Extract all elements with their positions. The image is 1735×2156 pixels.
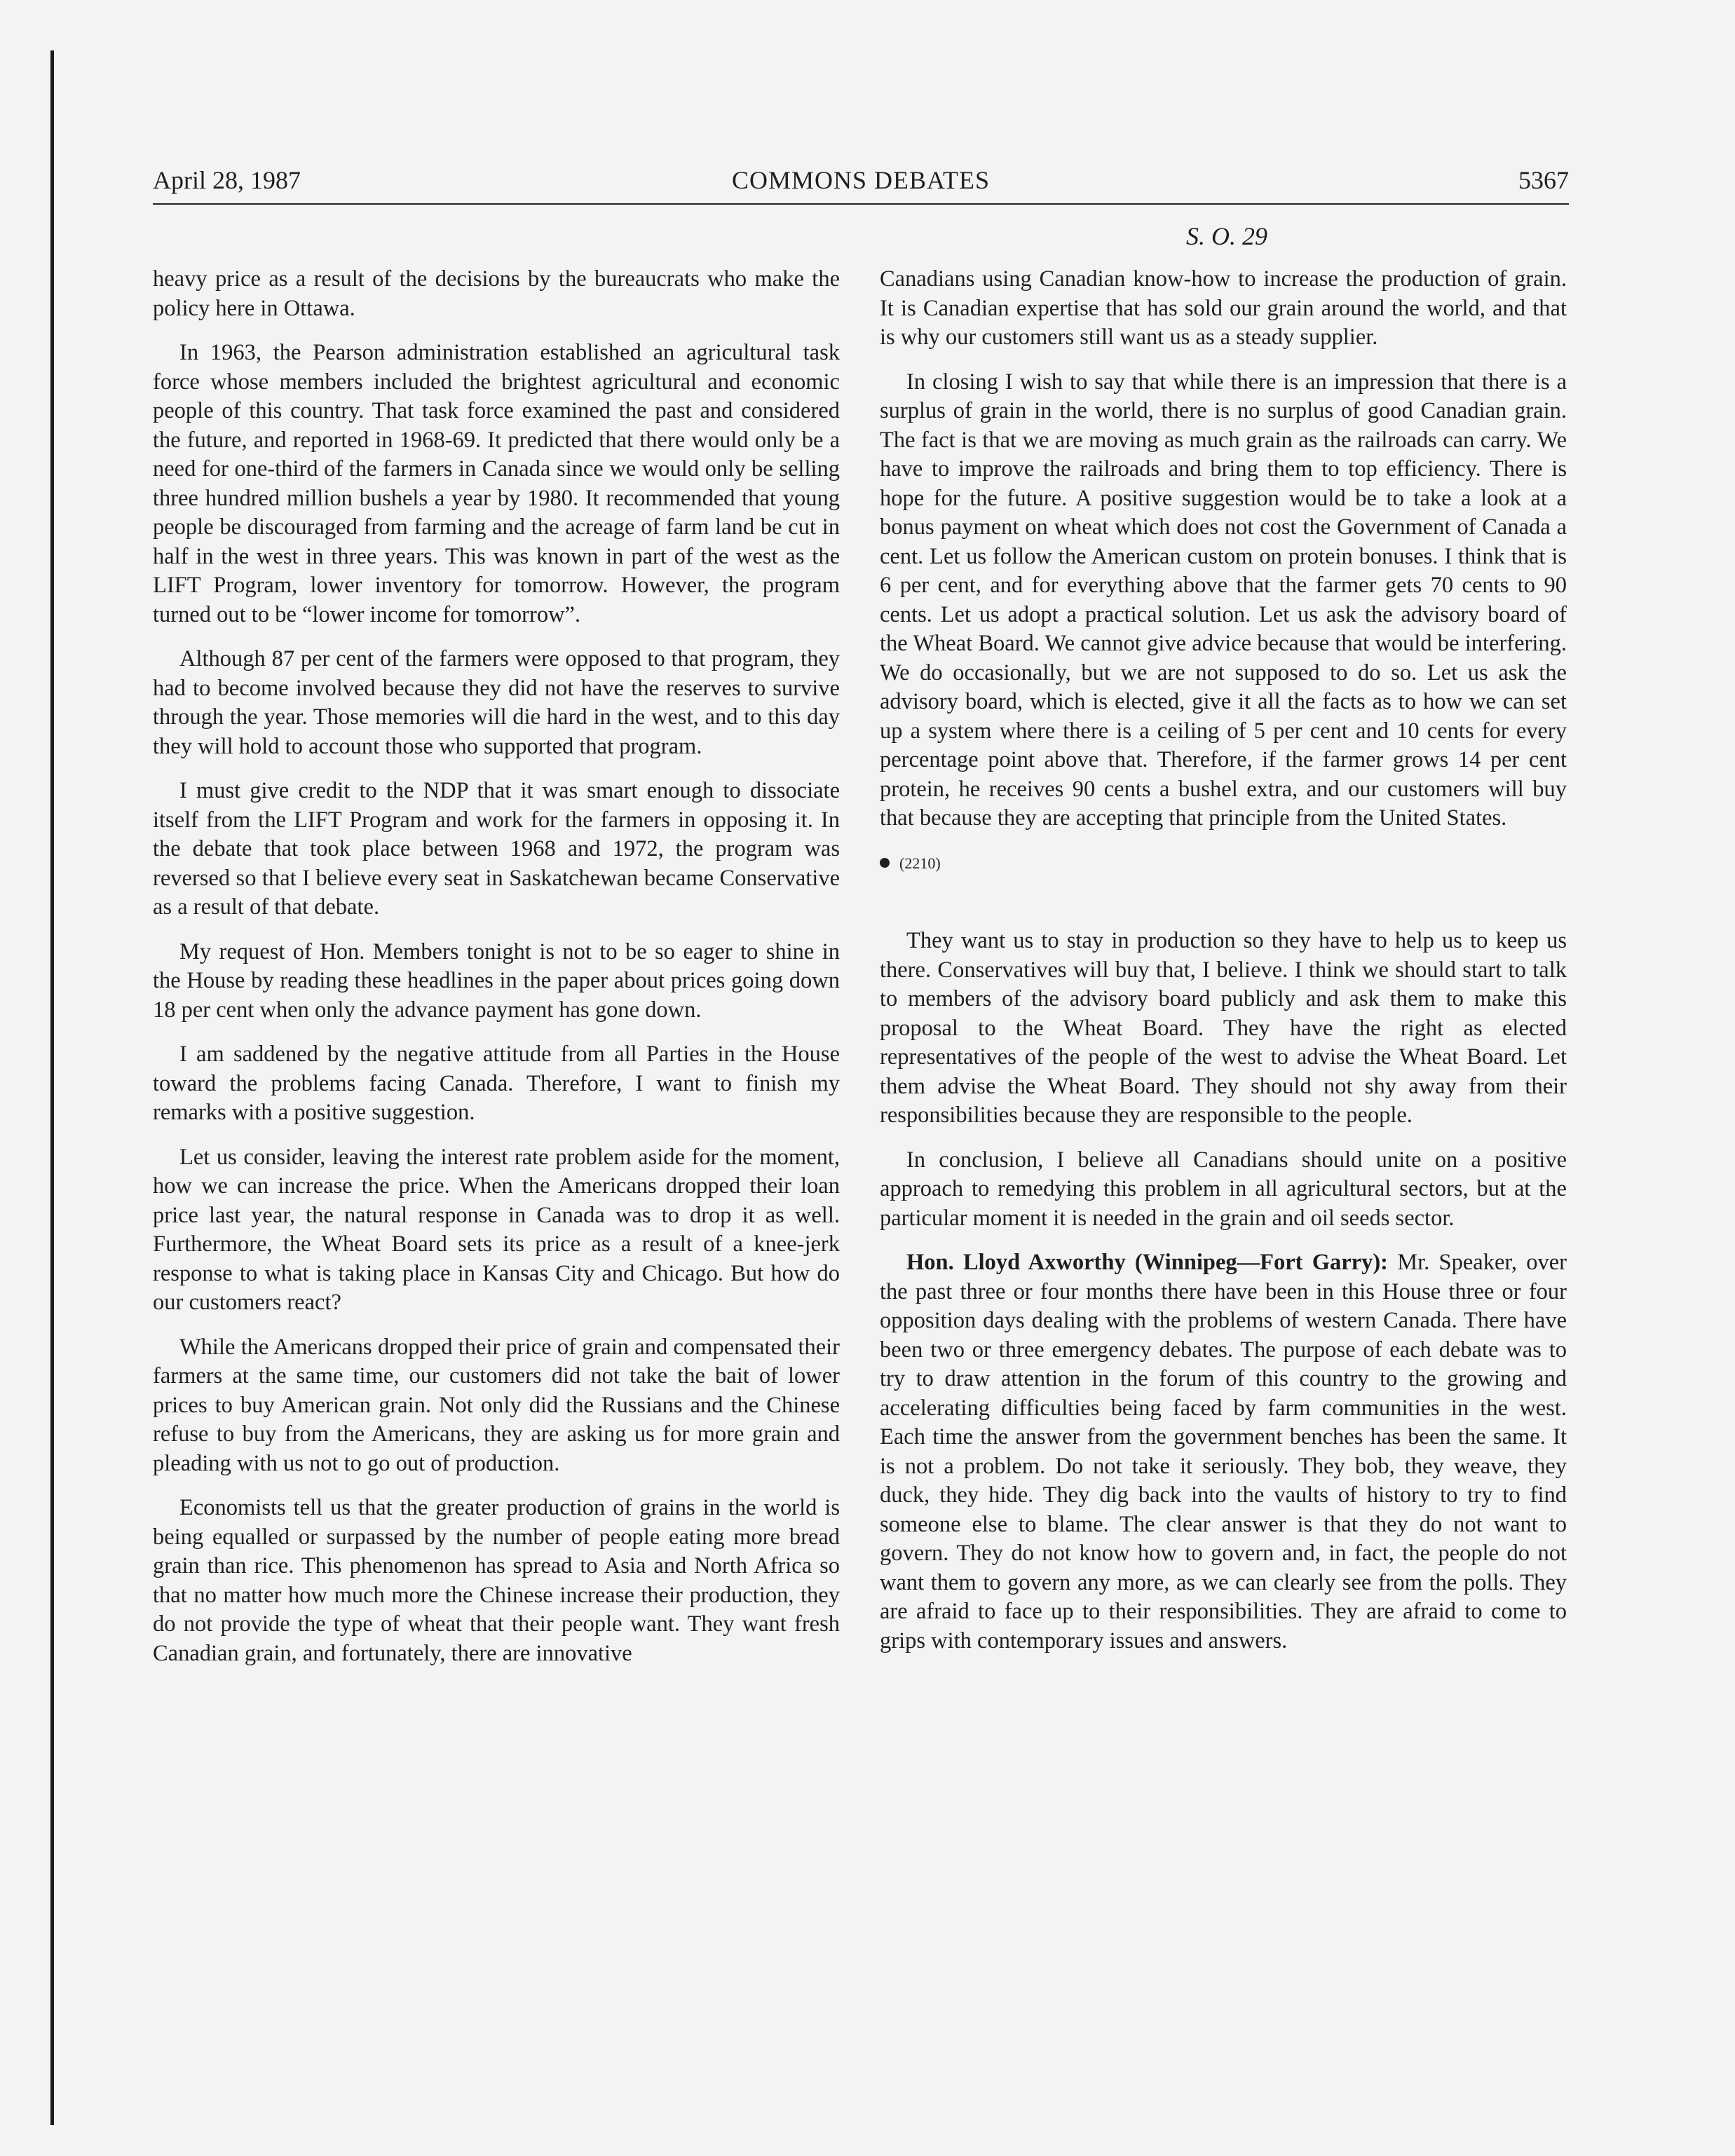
paragraph: heavy price as a result of the decisions by the bureaucrats who make the policy here in Ottawa. bbox=[153, 266, 840, 321]
binding-edge bbox=[50, 50, 54, 2125]
section-label: S. O. 29 bbox=[1186, 222, 1267, 250]
paragraph: In conclusion, I believe all Canadians should unite on a positive approach to remedying this problem in all agricultural sectors, but at the particular moment it is needed in the grain and oil seeds sector. bbox=[880, 1147, 1567, 1231]
header-rule bbox=[153, 203, 1569, 205]
speaker-name: Hon. Lloyd Axworthy (Winnipeg—Fort Garry): bbox=[906, 1250, 1388, 1275]
bullet-icon bbox=[880, 858, 890, 868]
speech-paragraph bbox=[880, 1248, 1567, 1656]
paragraph: My request of Hon. Members tonight is not to be so eager to shine in the House by reading these headlines in the paper about prices going down 18 per cent when only the advance payment has gone down. bbox=[153, 939, 840, 1023]
paragraph: Let us consider, leaving the interest rate problem aside for the moment, how we can increase the price. When the Americans dropped their loan price last year, the natural response in Canada was to drop it as well. Furthermore, the Wheat Board sets its price as a result of a knee-jerk response to what is taking place in Kansas City and Chicago. But how do our customers react? bbox=[153, 1144, 840, 1315]
speech-text: Mr. Speaker, over the past three or four months there have been in this House three or four opposition days dealing with the problems of western Canada. There have been two or three emergency debates. The purpose of each debate was to try to draw attention in the forum of this country to the growing and accelerating difficulties being faced by farm communities in the west. Each time the answer from the government benches has been the same. It is not a problem. Do not take it seriously. They bob, they weave, they duck, they hide. They dig back into the vaults of history to try to find someone else to blame. The clear answer is that they do not want to govern. They do not know how to govern and, in fact, the people do not want them to govern any more, as we can clearly see from the polls. They are afraid to face up to their responsibilities. They are afraid to come to grips with contemporary issues and answers. bbox=[880, 1250, 1567, 1653]
time-marker bbox=[880, 849, 1567, 878]
page-number: 5367 bbox=[1518, 166, 1569, 194]
right-column bbox=[880, 265, 1567, 1671]
header-date: April 28, 1987 bbox=[153, 166, 301, 194]
paragraph: In 1963, the Pearson administration established an agricultural task force whose members included the brightest agricultural and economic people of this country. That task force examined the past and considered the future, and reported in 1968-69. It predicted that there would only be a need for one-third of the farmers in Canada since we would only be selling three hundred million bushels a year by 1980. It recommended that young people be discouraged from farming and the acreage of farm land be cut in half in the west in three years. This was known in part of the west as the LIFT Program, lower inventory for tomorrow. However, the program turned out to be “lower income for tomorrow”. bbox=[153, 340, 840, 627]
page-header bbox=[153, 165, 1569, 207]
header-title: COMMONS DEBATES bbox=[731, 166, 991, 194]
paragraph: Although 87 per cent of the farmers were opposed to that program, they had to become involved because they did not have the reserves to survive through the year. Those memories will die hard in the west, and to this day they will hold to account those who supported that program. bbox=[153, 646, 840, 759]
paragraph: In closing I wish to say that while there is an impression that there is a surplus of grain in the world, there is no surplus of good Canadian grain. The fact is that we are moving as much grain as the railroads can carry. We have to improve the railroads and bring them to top efficiency. There is hope for the future. A positive suggestion would be to take a look at a bonus payment on wheat which does not cost the Government of Canada a cent. Let us follow the American custom on protein bonuses. I think that is 6 per cent, and for everything above that the farmer gets 70 cents to 90 cents. Let us adopt a practical solution. Let us ask the advisory board of the Wheat Board. We cannot give advice because that would be interfering. We do occasionally, but we are not supposed to do so. Let us ask the advisory board, which is elected, give it all the facts as to how we can set up a system where there is a ceiling of 5 per cent and 10 cents for every percentage point above that. Therefore, if the farmer grows 14 per cent protein, he receives 90 cents a bushel extra, and our customers will buy that because they are accepting that principle from the United States. bbox=[880, 369, 1567, 831]
paragraph: I must give credit to the NDP that it was smart enough to dissociate itself from the LIFT Program and work for the farmers in opposing it. In the debate that took place between 1968 and 1972, the program was reversed so that I believe every seat in Saskatchewan became Conservative as a result of that debate. bbox=[153, 778, 840, 920]
left-column bbox=[153, 265, 840, 1684]
paragraph: I am saddened by the negative attitude from all Parties in the House toward the problems facing Canada. Therefore, I want to finish my remarks with a positive suggestion. bbox=[153, 1042, 840, 1125]
paragraph: Economists tell us that the greater production of grains in the world is being equalled or surpassed by the number of people eating more bread grain than rice. This phenomenon has spread to Asia and North Africa so that no matter how much more the Chinese increase their production, they do not provide the type of wheat that their people want. They want fresh Canadian grain, and fortunately, there are innovative bbox=[153, 1495, 840, 1666]
time-marker-label: (2210) bbox=[899, 854, 941, 872]
paragraph: They want us to stay in production so they have to help us to keep us there. Conservatives will buy that, I believe. I think we should start to talk to members of the advisory board publicly and ask them to make this proposal to the Wheat Board. They have the right as elected representatives of the people of the west to advise the Wheat Board. Let them advise the Wheat Board. They should not shy away from their responsibilities because they are responsible to the people. bbox=[880, 928, 1567, 1128]
paragraph: Canadians using Canadian know-how to increase the production of grain. It is Canadian expertise that has sold our grain around the world, and that is why our customers still want us as a steady supplier. bbox=[880, 266, 1567, 350]
paragraph: While the Americans dropped their price of grain and compensated their farmers at the same time, our customers did not take the bait of lower prices to buy American grain. Not only did the Russians and the Chinese refuse to buy from the Americans, they are asking us for more grain and pleading with us not to go out of production. bbox=[153, 1334, 840, 1476]
